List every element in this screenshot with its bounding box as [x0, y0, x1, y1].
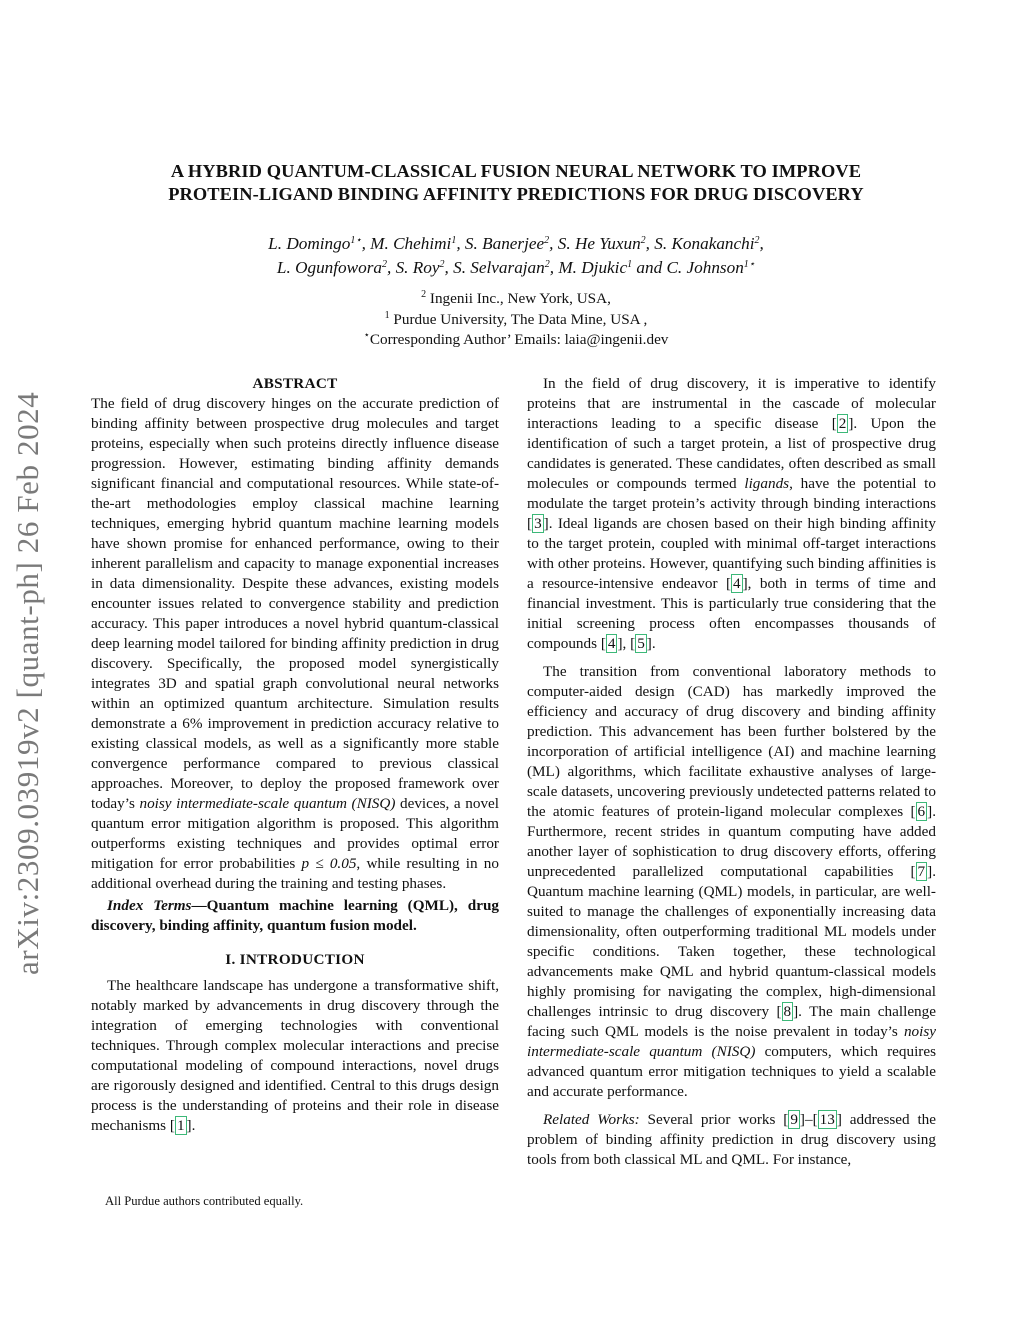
body-text: – [804, 1111, 813, 1128]
author-affil-mark: 2 [640, 235, 646, 246]
abstract-text: , while resulting in no additional overhead during the training and testing phases. [91, 855, 499, 892]
citation-link[interactable]: 7 [917, 863, 926, 880]
author-affil-mark: 1 [627, 259, 633, 270]
author-affil-mark: 1 [451, 235, 457, 246]
author-affil-mark: 2 [544, 235, 550, 246]
intro-heading: I. INTRODUCTION [225, 951, 365, 968]
index-terms-text: —Quantum machine learning (QML), drug discovery, binding affinity, quantum fusion model. [91, 897, 499, 934]
author-list [100, 232, 932, 280]
author-affil-mark: 2 [754, 235, 760, 246]
citation-link[interactable]: 8 [783, 1003, 792, 1020]
author-affil-mark: 2 [544, 259, 550, 270]
affil-text: Purdue University, The Data Mine, USA , [393, 310, 648, 328]
corresponding-author [100, 330, 932, 351]
body-text: . Ideal ligands are chosen based on their high binding affinity to the target protein, coupled with minimal off-target interactions with other proteins. However, quantifying such binding affinities is a resource-intensive endeavor [527, 515, 936, 592]
author-name: M. Chehimi [370, 234, 452, 253]
author-affil-mark: 2 [439, 259, 445, 270]
abstract-math: p ≤ 0.05 [301, 855, 357, 872]
citation-link[interactable]: 1 [176, 1117, 185, 1134]
corr-mark: ⋆ [363, 330, 370, 341]
index-terms [91, 896, 499, 936]
author-name: S. Selvarajan [453, 258, 545, 277]
author-name: M. Djukic [558, 258, 628, 277]
author-name: L. Domingo [268, 234, 351, 253]
intro-text: The healthcare landscape has undergone a transformative shift, notably marked by advancements in drug discovery through the integration of emerging technologies with conventional techniques. Through complex molecular interactions and precise computational modeling of compound interactions, novel drugs are rigorously designed and identified. Central to this drugs design process is the understanding of proteins and their role in disease mechanisms [91, 977, 499, 1134]
abstract-text: The field of drug discovery hinges on the accurate prediction of binding affinity between prospective drug molecules and target proteins, especially when such proteins directly influence disease progression. However, estimating binding affinity demands significant financial and computational resources. While state-of-the-art methodologies employ classical machine learning techniques, emerging hybrid quantum machine learning models have shown promise for enhanced performance, owing to their inherent parallelism and capacity to manage exponential increases in data dimensionality. Despite these advances, existing models encounter issues related to convergence stability and prediction accuracy. This paper introduces a novel hybrid quantum-classical deep learning model tailored for binding affinity prediction in drug discovery. Specifically, the proposed model synergistically integrates 3D and spatial graph convolutional neural networks within an optimized quantum architecture. Simulation results demonstrate a 6% improvement in prediction accuracy relative to existing classical models, as well as a significantly more stable convergence performance compared to previous classical approaches. Moreover, to deploy the proposed framework over today’s [91, 395, 499, 812]
body-text: addressed the problem of binding affinity prediction in drug discovery using tools from both classical ML and QML. For instance, [527, 1111, 937, 1168]
right-paragraph-2: The transition from conventional laboratory methods to computer-aided design (CAD) has markedly improved the efficiency and accuracy of drug discovery and binding affinity prediction. This advancement has been further bolstered by the incorporation of artificial intelligence (AI) and machine learning (ML) algorithms, which facilitate exhaustive analyses of large-scale datasets, uncovering previously undetected patterns related to the atomic features of protein-ligand molecular complexes [ 6 ]. Furthermore, recent strides in quantum computing have added another layer of sophistication to drug discovery efforts, offering unprecedented parallelized computational capabilities [ 7 ]. Quantum machine learning (QML) models, in particular, are well-suited to manage the challenges of exponentially increasing data dimensionality, often outperforming traditional ML models under specific conditions. Taken together, these technological advancements make QML and hybrid quantum-classical models highly promising for navigating the complex, high-dimensional challenges intrinsic to drug discovery [ 8 ]. The main challenge facing such QML models is the noise prevalent in today’s noisy intermediate-scale quantum (NISQ) computers, which requires advanced quantum error mitigation techniques to yield a scalable and accurate performance. [527, 663, 936, 1100]
author-name: S. Roy [395, 258, 440, 277]
citation-link[interactable]: 5 [637, 635, 645, 652]
right-paragraph-1: In the field of drug discovery, it is imperative to identify proteins that are instrumental in the cascade of molecular interactions leading to a specific disease [ 2 ]. Upon the identification of such a target protein, a list of prospective drug candidates is generated. These candidates, often described as small molecules or compounds termed ligands, have the potential to modulate the target protein’s activity through binding interactions [ 3 ]. Ideal ligands are chosen based on their high binding affinity to the target protein, coupled with minimal off-target interactions with other proteins. However, quantifying such binding affinities is a resource-intensive endeavor [ 4 ], both in terms of time and financial investment. This is particularly true considering that the initial screening process often encompasses thousands of compounds [ 4 ], [ 5 ]. [527, 375, 937, 652]
affil-mark: 1 [384, 309, 390, 321]
author-name: S. Konakanchi [654, 234, 755, 253]
arxiv-side-stamp: arXiv:2309.03919v2 [quant-ph] 26 Feb 2024 [10, 391, 45, 975]
citation-link[interactable]: 4 [733, 575, 741, 592]
affiliation-ingenii [100, 289, 932, 310]
citation-link[interactable]: 3 [534, 515, 542, 532]
body-text: , [622, 635, 631, 652]
body-italic: noisy intermediate-scale quantum (NISQ) [527, 1023, 936, 1060]
affiliations [100, 289, 932, 351]
title-line-2: PROTEIN-LIGAND BINDING AFFINITY PREDICTIONS FOR DRUG DISCOVERY [168, 184, 864, 204]
body-text: In the field of drug discovery, it is imperative to identify proteins that are instrumental in the cascade of molecular interactions leading to a specific disease [527, 375, 936, 432]
body-text: The transition from conventional laboratory methods to computer-aided design (CAD) has markedly improved the efficiency and accuracy of drug discovery and binding affinity prediction. This advancement has been further bolstered by the incorporation of artificial intelligence (AI) and machine learning (ML) algorithms, which facilitate exhaustive analyses of large-scale datasets, uncovering previously undetected patterns related to the atomic features of protein-ligand molecular complexes [527, 663, 936, 820]
abstract-italic: noisy intermediate-scale quantum (NISQ) [139, 795, 396, 812]
body-text: Several prior works [639, 1111, 784, 1128]
abstract-heading: ABSTRACT [252, 375, 338, 392]
footnote: All Purdue authors contributed equally. [105, 1194, 304, 1208]
citation-link[interactable]: 4 [607, 635, 616, 652]
affil-mark: 2 [421, 289, 427, 300]
body-text: computers, which requires advanced quantum error mitigation techniques to yield a scalable and accurate performance. [527, 1043, 936, 1100]
abstract-body [91, 394, 499, 894]
index-terms-label: Index Terms [107, 897, 192, 914]
affil-text: Ingenii Inc., New York, USA, [429, 290, 611, 307]
title-line-1: A HYBRID QUANTUM-CLASSICAL FUSION NEURAL NETWORK TO IMPROVE [170, 161, 862, 181]
author-affil-mark: 1⋆ [350, 235, 362, 246]
abstract-text: devices, a novel quantum error mitigation algorithm is proposed. This algorithm outperforms existing techniques and provides optimal error mitigation for error probabilities [91, 795, 500, 872]
body-text: . The main challenge facing such QML models is the noise prevalent in today’s [527, 1003, 936, 1040]
author-name: C. Johnson [666, 258, 744, 277]
author-name: S. Banerjee [464, 234, 545, 253]
citation-link[interactable]: 13 [819, 1111, 835, 1128]
author-name: S. He Yuxun [557, 234, 641, 253]
body-text: . [651, 635, 656, 652]
right-column [527, 374, 936, 1170]
author-name: L. Ogunfowora [276, 258, 382, 277]
citation-link[interactable]: 9 [790, 1111, 798, 1128]
author-line-2: L. Ogunfowora$^2$, S. Roy$^2$, S. Selvarajan$^2$, M. Djukic$^1$ and C. Johnson$^{1⋆}$ [276, 258, 756, 277]
intro-paragraph-1: The healthcare landscape has undergone a transformative shift, notably marked by advancements in drug discovery through the integration of emerging technologies with conventional techniques. Through complex molecular interactions and precise computational modeling of compound interactions, novel drugs are rigorously designed and identified. Central to this drugs design process is the understanding of proteins and their role in disease mechanisms [ 1 ]. [91, 977, 499, 1134]
body-text: . Furthermore, recent strides in quantum computing have added another layer of sophistication to drug discovery efforts, offering unprecedented parallelized computational capabilities [527, 803, 936, 880]
related-works-paragraph: Related Works: Several prior works [ 9 ]–[ 13 ] addressed the problem of binding affinity prediction in drug discovery using tools from both classical ML and QML. For instance, [527, 1111, 937, 1168]
affiliation-purdue [100, 310, 932, 331]
author-affil-mark: 1⋆ [743, 259, 756, 270]
body-text: . Upon the identification of such a target protein, a list of prospective drug candidates is generated. These candidates, often described as small molecules or compounds termed [527, 415, 937, 492]
body-italic: ligands [744, 475, 790, 492]
intro-text: . [191, 1117, 196, 1134]
paper-title [100, 160, 932, 206]
body-text: , both in terms of time and financial investment. This is particularly true considering that the initial screening process often encompasses thousands of compounds [527, 575, 936, 652]
corr-text: Corresponding Author’ Emails: laia@ingenii.dev [369, 331, 669, 348]
related-works-label: Related Works: [543, 1111, 640, 1128]
author-line-1: L. Domingo$^{1⋆}$, M. Chehimi$^1$, S. Banerjee$^2$, S. He Yuxun$^2$, S. Konakanchi$^2$, [268, 234, 764, 253]
body-text: , have the potential to modulate the target protein’s activity through binding interactions [527, 475, 936, 512]
body-text: . Quantum machine learning (QML) models, in particular, are well-suited to manage the challenges of exponentially increasing data dimensionality, often outperforming traditional ML models under specific conditions. Taken together, these technological advancements make QML and hybrid quantum-classical models highly promising for navigating the complex, high-dimensional challenges intrinsic to drug discovery [527, 863, 936, 1020]
author-conjunction: and [636, 258, 663, 277]
citation-link[interactable]: 2 [838, 415, 847, 432]
citation-link[interactable]: 6 [917, 803, 926, 820]
author-affil-mark: 2 [381, 259, 387, 270]
left-column [91, 374, 499, 1136]
